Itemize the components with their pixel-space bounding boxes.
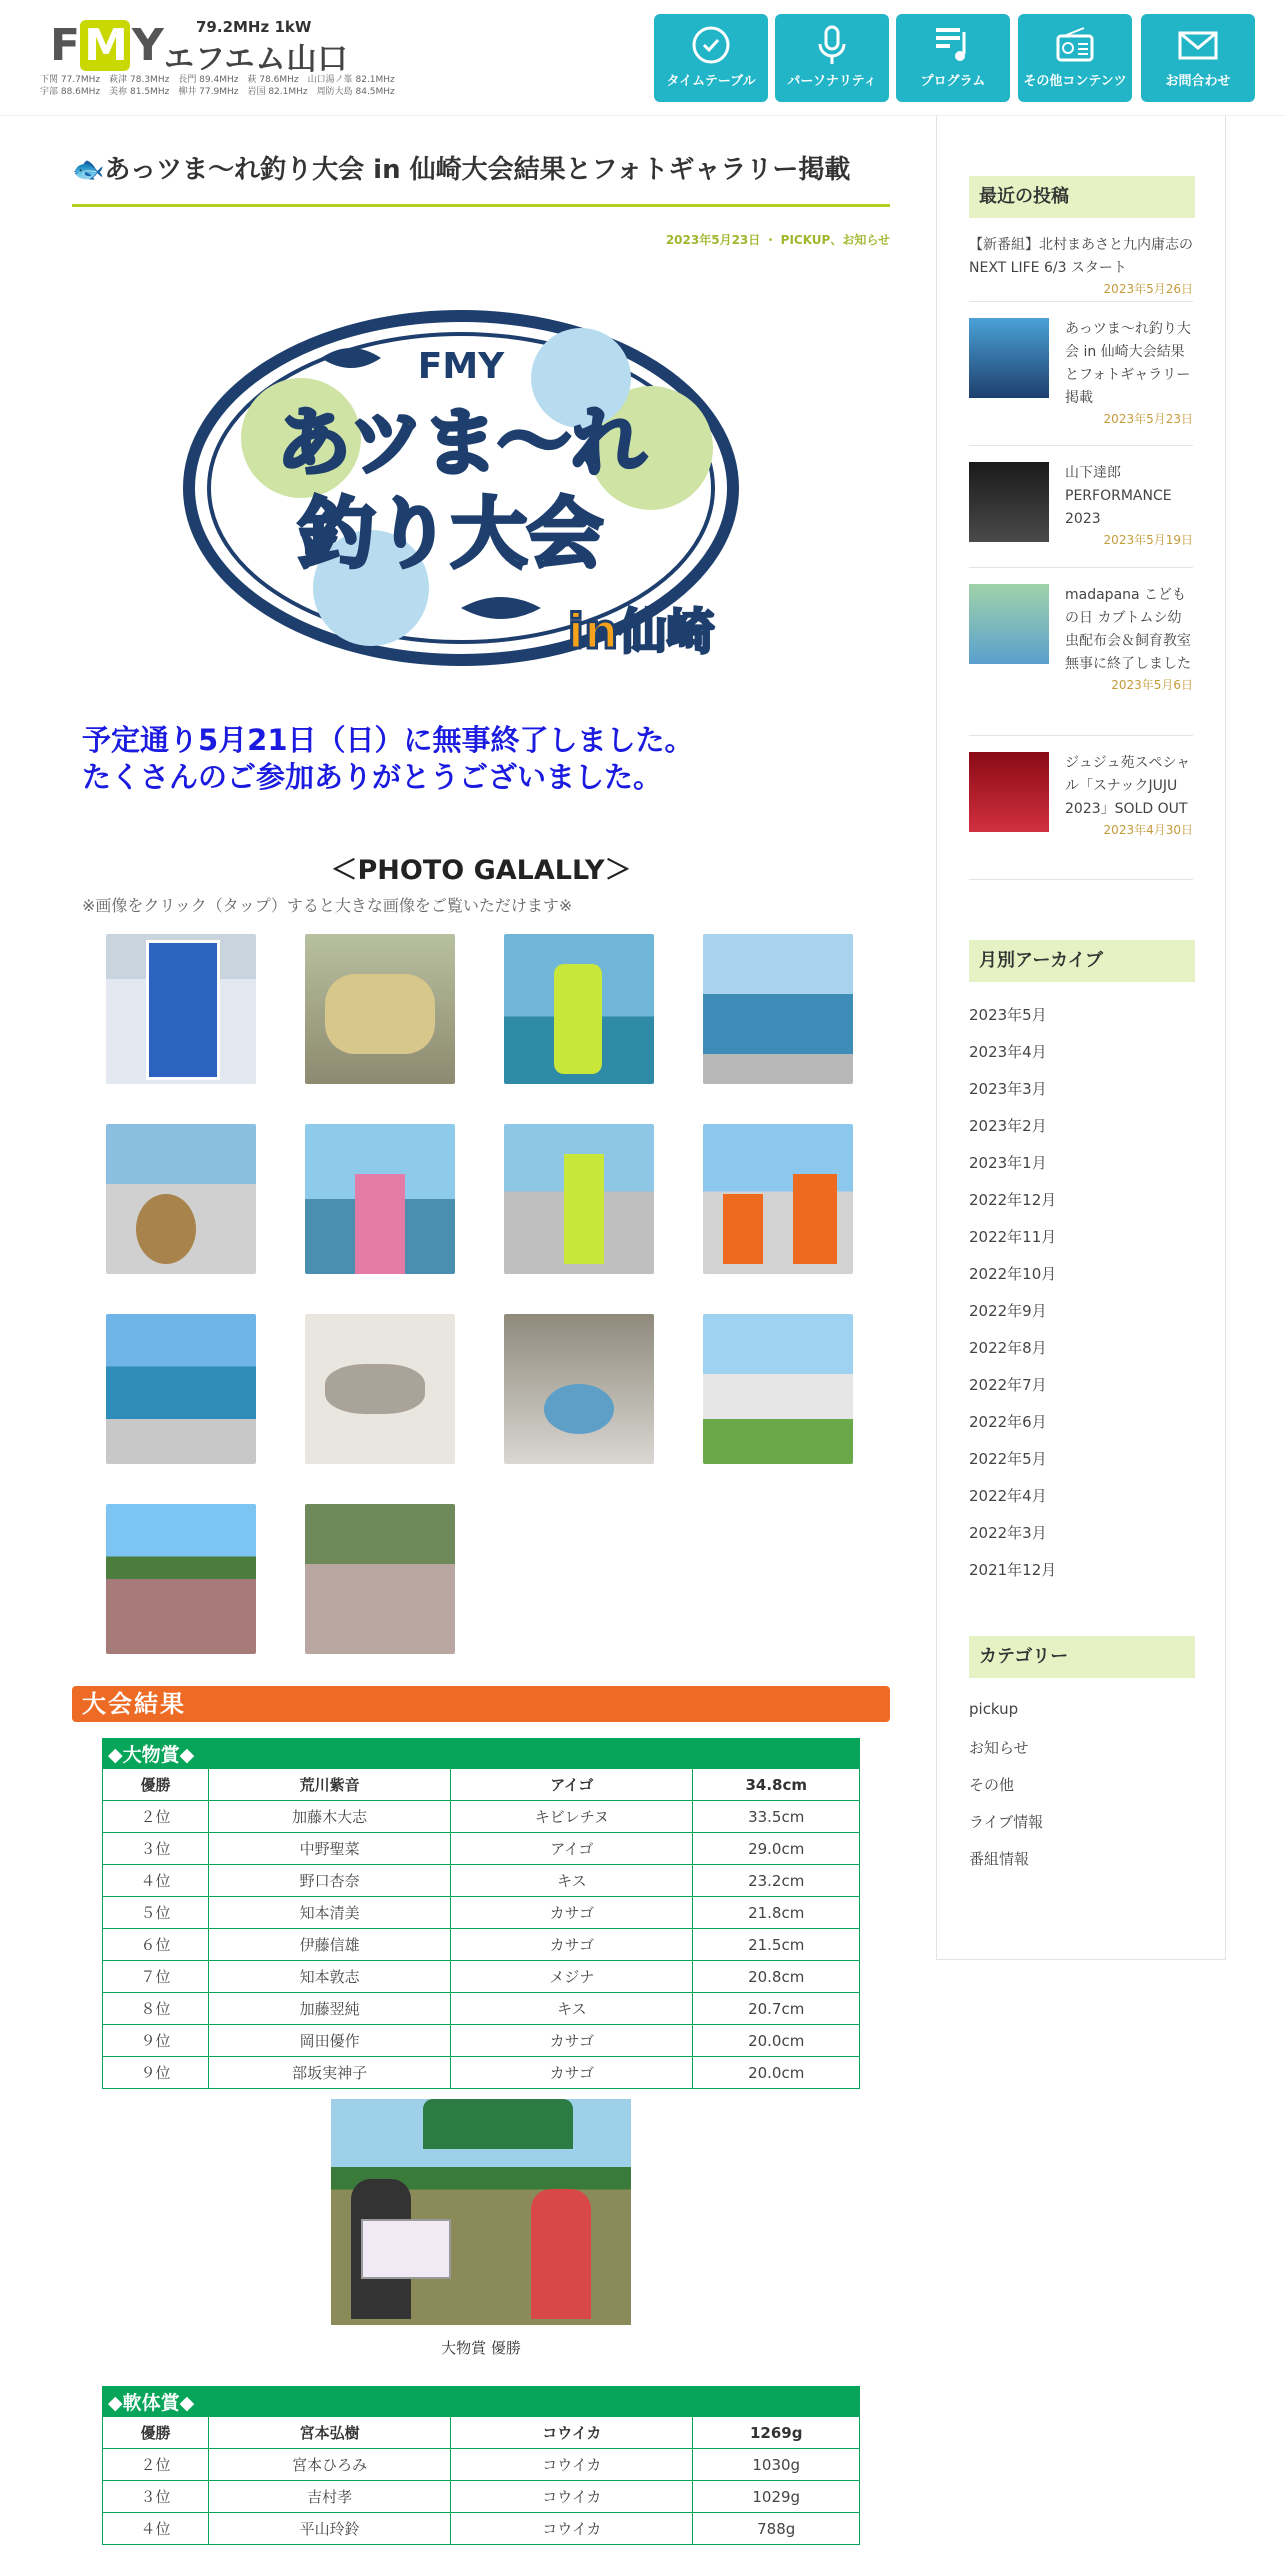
archive-link[interactable]: 2022年9月 — [969, 1302, 1047, 1320]
table-cell: 中野聖菜 — [208, 1833, 450, 1865]
nav-personality-button[interactable] — [775, 14, 889, 102]
recent-post-title[interactable]: 【新番組】北村まあさと九内庸志のNEXT LIFE 6/3 スタート — [969, 237, 1193, 276]
table-cell: キビレチヌ — [451, 1801, 693, 1833]
post-date: 2023年5月23日 — [665, 233, 761, 247]
table-cell: 野口杏奈 — [208, 1865, 450, 1897]
clock-icon — [690, 24, 732, 66]
table-cell: ４位 — [103, 1865, 209, 1897]
recent-post-title[interactable]: ジュジュ苑スペシャル「スナックJUJU 2023」SOLD OUT — [1065, 755, 1191, 817]
gallery-photo[interactable] — [305, 1124, 455, 1274]
table-cell: 岡田優作 — [208, 2025, 450, 2057]
table-cell: 20.7cm — [693, 1993, 860, 2025]
category-link[interactable]: その他 — [969, 1776, 1015, 1794]
category-link[interactable]: お知らせ — [969, 1739, 1029, 1757]
music-list-icon — [932, 24, 974, 66]
table-cell: コウイカ — [451, 2481, 693, 2513]
recent-post-item[interactable] — [969, 302, 1193, 446]
recent-post-title[interactable]: あっツま～れ釣り大会 in 仙崎大会結果とフォトギャラリー掲載 — [1065, 321, 1191, 406]
table-cell: コウイカ — [451, 2513, 693, 2545]
table-cell: 21.5cm — [693, 1929, 860, 1961]
table-cell: ２位 — [103, 2449, 209, 2481]
table-cell: アイゴ — [451, 1833, 693, 1865]
nav-label: プログラム — [920, 74, 986, 89]
recent-post-date: 2023年5月26日 — [1103, 282, 1193, 296]
recent-posts-title: 最近の投稿 — [969, 176, 1195, 218]
post-categories[interactable]: PICKUP、お知らせ — [780, 233, 890, 247]
table-cell: ３位 — [103, 2481, 209, 2513]
nav-label: その他コンテンツ — [1023, 74, 1127, 89]
table-cell: アイゴ — [451, 1769, 693, 1801]
table-cell: 宮本ひろみ — [208, 2449, 450, 2481]
winner-photo[interactable] — [331, 2099, 631, 2325]
table-row — [103, 1801, 860, 1833]
table-cell: 23.2cm — [693, 1865, 860, 1897]
recent-post-item[interactable] — [969, 736, 1193, 880]
svg-text:FMY: FMY — [417, 346, 505, 387]
post-meta: 2023年5月23日 ・ PICKUP、お知らせ — [665, 233, 890, 247]
cephalopod-results-table — [102, 2386, 860, 2545]
category-link[interactable]: 番組情報 — [969, 1850, 1030, 1868]
table-cell: 優勝 — [103, 2417, 209, 2449]
nav-label: お問合わせ — [1165, 74, 1231, 89]
post-title: 🐟あっツま～れ釣り大会 in 仙崎大会結果とフォトギャラリー掲載 — [72, 150, 890, 207]
gallery-photo[interactable] — [504, 1124, 654, 1274]
table-caption: ◆大物賞◆ — [102, 1738, 860, 1768]
nav-other-contents-button[interactable] — [1018, 14, 1132, 102]
archive-link[interactable]: 2021年12月 — [969, 1561, 1057, 1579]
table-cell: コウイカ — [451, 2449, 693, 2481]
table-cell: キス — [451, 1865, 693, 1897]
gallery-photo[interactable] — [305, 1314, 455, 1464]
table-cell: コウイカ — [451, 2417, 693, 2449]
recent-post-title[interactable]: madapana こどもの日 カブトムシ幼虫配布会＆飼育教室 無事に終了しました — [1065, 587, 1191, 672]
table-row — [103, 2025, 860, 2057]
recent-post-item[interactable] — [969, 218, 1193, 302]
recent-post-thumbnail[interactable] — [969, 584, 1049, 664]
site-logo[interactable] — [36, 14, 406, 104]
table-cell: 知本清美 — [208, 1897, 450, 1929]
recent-post-item[interactable] — [969, 568, 1193, 736]
nav-label: パーソナリティ — [787, 74, 877, 89]
archive-link[interactable]: 2022年12月 — [969, 1191, 1057, 1209]
svg-text:あツま～れ: あツま～れ — [276, 400, 646, 486]
table-cell: カサゴ — [451, 2025, 693, 2057]
category-title: カテゴリー — [969, 1636, 1195, 1678]
results-heading: 大会結果 — [72, 1686, 890, 1722]
gallery-photo[interactable] — [106, 934, 256, 1084]
table-cell: 荒川紫音 — [208, 1769, 450, 1801]
recent-post-date: 2023年5月19日 — [1103, 533, 1193, 547]
svg-text:in仙崎: in仙崎 — [567, 604, 715, 660]
archive-list — [969, 1004, 1225, 1596]
photo-caption: 大物賞 優勝 — [441, 2339, 521, 2357]
logo-frequencies: 下関 77.7MHz 萩津 78.3MHz 長門 89.4MHz 萩 78.6MHz 山口湯ノ峯 82.1MHz 宇部 88.6MHz 美祢 81.5MHz 柳井 77.9MHz 岩国 82.1MHz 周防大島 84.5MHz — [40, 75, 395, 97]
gallery-photo[interactable] — [106, 1504, 256, 1654]
table-cell: ３位 — [103, 1833, 209, 1865]
gallery-photo[interactable] — [703, 1124, 853, 1274]
table-cell: 34.8cm — [693, 1769, 860, 1801]
table-row — [103, 1865, 860, 1897]
table-cell: 1269g — [693, 2417, 860, 2449]
archive-link[interactable]: 2023年4月 — [969, 1043, 1047, 1061]
table-row — [103, 2449, 860, 2481]
radio-icon — [1054, 24, 1096, 66]
table-cell: 知本敦志 — [208, 1961, 450, 1993]
category-list — [969, 1700, 1225, 1885]
table-cell: 吉村孝 — [208, 2481, 450, 2513]
table-cell: 加藤翌純 — [208, 1993, 450, 2025]
archive-link[interactable]: 2022年8月 — [969, 1339, 1047, 1357]
table-cell: カサゴ — [451, 1897, 693, 1929]
table-cell: メジナ — [451, 1961, 693, 1993]
site-header — [0, 0, 1284, 116]
table-row — [103, 2481, 860, 2513]
table-cell: 平山玲鈴 — [208, 2513, 450, 2545]
category-link[interactable]: ライブ情報 — [969, 1813, 1044, 1831]
table-cell: ７位 — [103, 1961, 209, 1993]
table-cell: 21.8cm — [693, 1897, 860, 1929]
gallery-photo[interactable] — [305, 934, 455, 1084]
gallery-title: ＜PHOTO GALALLY＞ — [330, 855, 632, 886]
recent-post-date: 2023年4月30日 — [1103, 823, 1193, 837]
archive-link[interactable]: 2022年6月 — [969, 1413, 1047, 1431]
gallery-photo[interactable] — [504, 1314, 654, 1464]
table-row — [103, 1929, 860, 1961]
photo-gallery — [106, 934, 890, 1654]
recent-post-thumbnail[interactable] — [969, 462, 1049, 542]
table-row — [103, 2057, 860, 2089]
mail-icon — [1177, 24, 1219, 66]
gallery-photo[interactable] — [305, 1504, 455, 1654]
table-cell: 29.0cm — [693, 1833, 860, 1865]
archive-link[interactable]: 2022年11月 — [969, 1228, 1057, 1246]
table-row — [103, 1961, 860, 1993]
table-cell: キス — [451, 1993, 693, 2025]
table-cell: 20.8cm — [693, 1961, 860, 1993]
recent-post-date: 2023年5月6日 — [1111, 678, 1193, 692]
table-cell: ２位 — [103, 1801, 209, 1833]
svg-text:釣り大会: 釣り大会 — [299, 489, 603, 578]
recent-post-title[interactable]: 山下達郎 PERFORMANCE 2023 — [1065, 465, 1172, 527]
table-cell: 20.0cm — [693, 2025, 860, 2057]
archive-link[interactable]: 2023年5月 — [969, 1006, 1047, 1024]
category-link[interactable]: pickup — [969, 1700, 1019, 1718]
table-cell: 部坂実神子 — [208, 2057, 450, 2089]
table-row — [103, 1993, 860, 2025]
logo-frequency: 79.2MHz 1kW — [196, 18, 312, 36]
event-logo-image — [161, 298, 801, 688]
gallery-photo[interactable] — [703, 1314, 853, 1464]
table-row — [103, 1769, 860, 1801]
table-cell: 宮本弘樹 — [208, 2417, 450, 2449]
nav-timetable-button[interactable] — [654, 14, 768, 102]
table-cell: 788g — [693, 2513, 860, 2545]
table-cell: ９位 — [103, 2025, 209, 2057]
table-row — [103, 2417, 860, 2449]
table-cell: ８位 — [103, 1993, 209, 2025]
table-cell: 1029g — [693, 2481, 860, 2513]
archive-link[interactable]: 2022年5月 — [969, 1450, 1047, 1468]
archive-title: 月別アーカイブ — [969, 940, 1195, 982]
recent-post-thumbnail[interactable] — [969, 752, 1049, 832]
post-content — [72, 150, 890, 2545]
gallery-photo[interactable] — [504, 934, 654, 1084]
archive-link[interactable]: 2022年10月 — [969, 1265, 1057, 1283]
archive-link[interactable]: 2023年2月 — [969, 1117, 1047, 1135]
recent-post-item[interactable] — [969, 446, 1193, 568]
table-cell: 20.0cm — [693, 2057, 860, 2089]
recent-post-date: 2023年5月23日 — [1103, 412, 1193, 426]
table-cell: ６位 — [103, 1929, 209, 1961]
table-row — [103, 2513, 860, 2545]
archive-link[interactable]: 2022年7月 — [969, 1376, 1047, 1394]
recent-posts-list — [969, 218, 1193, 880]
table-cell: 優勝 — [103, 1769, 209, 1801]
gallery-photo[interactable] — [106, 1124, 256, 1274]
archive-link[interactable]: 2023年1月 — [969, 1154, 1047, 1172]
archive-link[interactable]: 2022年4月 — [969, 1487, 1047, 1505]
table-cell: 伊藤信雄 — [208, 1929, 450, 1961]
table-cell: カサゴ — [451, 2057, 693, 2089]
logo-mark: F M Y — [50, 20, 162, 71]
table-cell: ５位 — [103, 1897, 209, 1929]
sidebar — [936, 116, 1226, 1960]
table-caption: ◆軟体賞◆ — [102, 2386, 860, 2416]
table-row — [103, 1897, 860, 1929]
nav-label: タイムテーブル — [666, 74, 756, 89]
table-cell: ４位 — [103, 2513, 209, 2545]
archive-link[interactable]: 2022年3月 — [969, 1524, 1047, 1542]
nav-contact-button[interactable] — [1141, 14, 1255, 102]
table-cell: カサゴ — [451, 1929, 693, 1961]
logo-name: エフエム山口 — [164, 42, 349, 77]
gallery-note: ※画像をクリック（タップ）すると大きな画像をご覧いただけます※ — [82, 896, 573, 915]
archive-link[interactable]: 2023年3月 — [969, 1080, 1047, 1098]
table-cell: 加藤木大志 — [208, 1801, 450, 1833]
table-cell: 33.5cm — [693, 1801, 860, 1833]
gallery-photo[interactable] — [703, 934, 853, 1084]
table-cell: ９位 — [103, 2057, 209, 2089]
microphone-icon — [811, 24, 853, 66]
table-cell: 1030g — [693, 2449, 860, 2481]
recent-post-thumbnail[interactable] — [969, 318, 1049, 398]
nav-program-button[interactable] — [896, 14, 1010, 102]
gallery-photo[interactable] — [106, 1314, 256, 1464]
big-fish-results-table — [102, 1738, 860, 2089]
fish-icon: 🐟 — [72, 155, 105, 185]
completion-notice: 予定通り5月21日（日）に無事終了しました。 たくさんのご参加ありがとうございました。 — [82, 723, 694, 794]
table-row — [103, 1833, 860, 1865]
